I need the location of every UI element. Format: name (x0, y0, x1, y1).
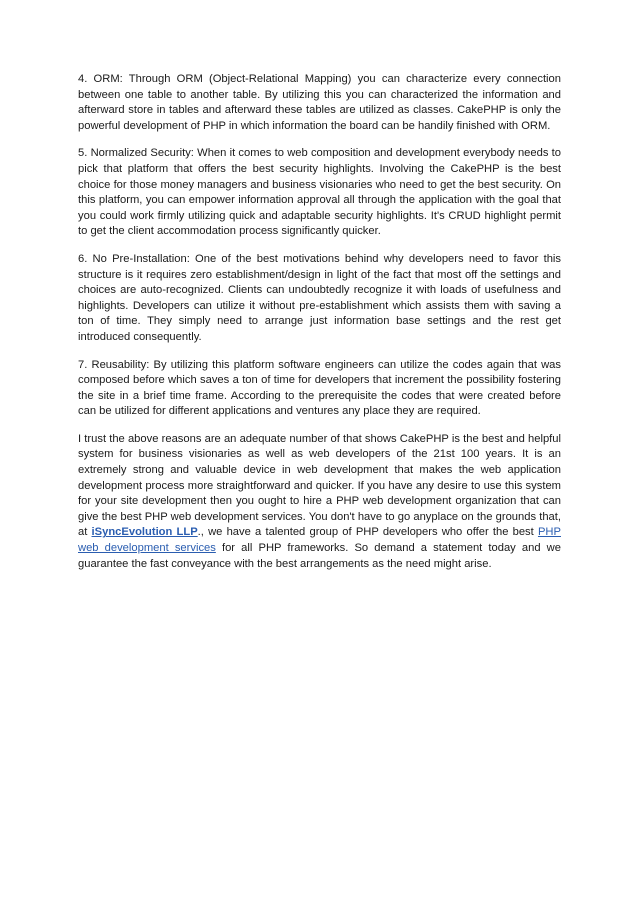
paragraph-security: 5. Normalized Security: When it comes to web composition and development everybody needs to pick that platform that offers the best security highlights. Involving the CakePHP is the best choice for those money managers and business visionaries who need to get the best security. On this platform, you can empower information approval all through the application with the goal that you could work firmly utilizing quick and adaptable security highlights. It's CRUD highlight permit to get the client accommodation process significantly quicker. (78, 147, 561, 238)
closing-text-part2: ., we have a talented group of PHP developers who offer the best (197, 526, 538, 539)
closing-text-part1: I trust the above reasons are an adequate number of that shows CakePHP is the best and helpful system for business visionaries as well as web developers of the 21st 100 years. It is an extremely strong and valuable device in web development that makes the web application development process more straightforward and quicker. If you have any desire to use this system for your site development then you ought to hire a PHP web development organization that can give the best PHP web development services. You don't have to go anyplace on the grounds that, at (78, 432, 561, 539)
paragraph-pre-installation: 6. No Pre-Installation: One of the best motivations behind why developers need to favor this structure is it requires zero establishment/design in light of the fact that most off the settings and choices are auto-recognized. Clients can undoubtedly recognize it with loads of usefulness and highlights. Developers can utilize it without pre-establishment which assists them with saving a ton of time. They simply need to arrange just information base settings and the rest get introduced consequently. (78, 252, 561, 343)
paragraph-orm: 4. ORM: Through ORM (Object-Relational Mapping) you can characterize every connection between one table to another table. By utilizing this you can characterized the information and afterward store in tables and afterward these tables are utilized as classes. CakePHP is only the powerful development of PHP in which information the board can be handily finished with ORM. (78, 73, 561, 132)
paragraph-reusability: 7. Reusability: By utilizing this platform software engineers can utilize the codes again that was composed before which saves a ton of time for developers that increment the possibility fostering the site in a brief time frame. According to the prerequisite the codes that were created before can be utilized for different applications and ventures any place they are required. (78, 358, 561, 418)
php-services-link[interactable]: PHP web development services (78, 526, 561, 555)
isyncevolution-link[interactable]: iSyncEvolution LLP (91, 526, 198, 539)
document-page (78, 72, 561, 572)
closing-text-part3: for all PHP frameworks. So demand a statement today and we guarantee the fast conveyance with the best arrangements as the need might arise. (78, 542, 561, 570)
paragraph-closing (78, 432, 561, 572)
